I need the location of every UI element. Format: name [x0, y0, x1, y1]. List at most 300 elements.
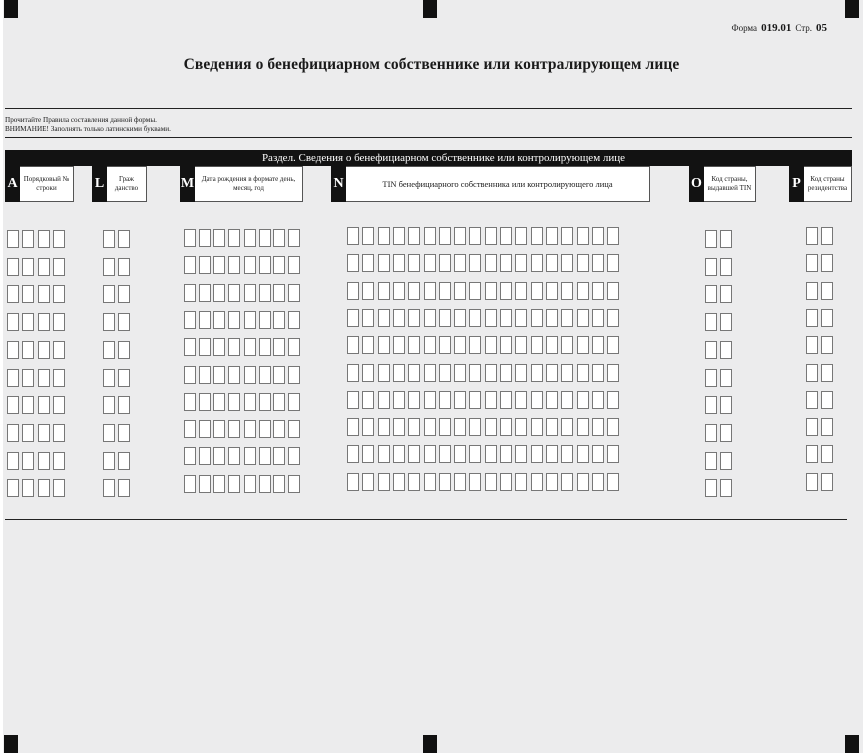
- input-cell-m[interactable]: [199, 447, 211, 465]
- input-cell-a[interactable]: [22, 479, 34, 497]
- input-cell-n[interactable]: [424, 473, 436, 491]
- input-cell-n[interactable]: [408, 391, 420, 409]
- input-cell-n[interactable]: [378, 445, 390, 463]
- input-cell-n[interactable]: [424, 364, 436, 382]
- input-cell-p[interactable]: [821, 364, 833, 382]
- input-cell-m[interactable]: [259, 256, 271, 274]
- input-cell-m[interactable]: [244, 229, 256, 247]
- input-cell-o[interactable]: [705, 341, 717, 359]
- input-cell-p[interactable]: [821, 473, 833, 491]
- input-cell-n[interactable]: [362, 227, 374, 245]
- input-cell-n[interactable]: [515, 364, 527, 382]
- input-cell-a[interactable]: [22, 369, 34, 387]
- input-cell-m[interactable]: [244, 393, 256, 411]
- input-cell-n[interactable]: [592, 445, 604, 463]
- input-cell-m[interactable]: [259, 366, 271, 384]
- input-cell-a[interactable]: [38, 230, 50, 248]
- input-cell-a[interactable]: [7, 396, 19, 414]
- input-cell-n[interactable]: [424, 336, 436, 354]
- input-cell-a[interactable]: [7, 230, 19, 248]
- input-cell-n[interactable]: [577, 364, 589, 382]
- input-cell-n[interactable]: [347, 391, 359, 409]
- input-cell-n[interactable]: [393, 282, 405, 300]
- input-cell-n[interactable]: [408, 282, 420, 300]
- input-cell-p[interactable]: [806, 364, 818, 382]
- input-cell-n[interactable]: [561, 445, 573, 463]
- input-cell-n[interactable]: [561, 391, 573, 409]
- input-cell-n[interactable]: [393, 336, 405, 354]
- input-cell-n[interactable]: [577, 336, 589, 354]
- input-cell-n[interactable]: [454, 309, 466, 327]
- input-cell-p[interactable]: [821, 336, 833, 354]
- input-cell-l[interactable]: [103, 230, 115, 248]
- input-cell-n[interactable]: [424, 309, 436, 327]
- input-cell-p[interactable]: [806, 336, 818, 354]
- input-cell-a[interactable]: [38, 341, 50, 359]
- input-cell-m[interactable]: [244, 366, 256, 384]
- input-cell-n[interactable]: [577, 418, 589, 436]
- input-cell-n[interactable]: [393, 418, 405, 436]
- input-cell-n[interactable]: [531, 364, 543, 382]
- input-cell-n[interactable]: [408, 227, 420, 245]
- input-cell-a[interactable]: [38, 369, 50, 387]
- input-cell-m[interactable]: [199, 256, 211, 274]
- input-cell-n[interactable]: [515, 418, 527, 436]
- input-cell-n[interactable]: [592, 336, 604, 354]
- input-cell-n[interactable]: [454, 227, 466, 245]
- input-cell-o[interactable]: [705, 230, 717, 248]
- input-cell-a[interactable]: [53, 479, 65, 497]
- input-cell-m[interactable]: [199, 420, 211, 438]
- input-cell-n[interactable]: [515, 391, 527, 409]
- input-cell-n[interactable]: [592, 473, 604, 491]
- input-cell-n[interactable]: [515, 336, 527, 354]
- input-cell-p[interactable]: [821, 309, 833, 327]
- input-cell-l[interactable]: [103, 396, 115, 414]
- input-cell-n[interactable]: [561, 364, 573, 382]
- input-cell-n[interactable]: [561, 309, 573, 327]
- input-cell-m[interactable]: [288, 393, 300, 411]
- input-cell-n[interactable]: [485, 364, 497, 382]
- input-cell-l[interactable]: [103, 313, 115, 331]
- input-cell-p[interactable]: [821, 282, 833, 300]
- input-cell-n[interactable]: [577, 473, 589, 491]
- input-cell-a[interactable]: [7, 313, 19, 331]
- input-cell-n[interactable]: [439, 227, 451, 245]
- input-cell-o[interactable]: [705, 258, 717, 276]
- input-cell-l[interactable]: [118, 313, 130, 331]
- input-cell-n[interactable]: [439, 445, 451, 463]
- input-cell-n[interactable]: [362, 473, 374, 491]
- input-cell-n[interactable]: [469, 418, 481, 436]
- input-cell-m[interactable]: [273, 475, 285, 493]
- input-cell-a[interactable]: [38, 424, 50, 442]
- input-cell-m[interactable]: [259, 420, 271, 438]
- input-cell-m[interactable]: [288, 284, 300, 302]
- input-cell-o[interactable]: [705, 313, 717, 331]
- input-cell-p[interactable]: [806, 227, 818, 245]
- input-cell-m[interactable]: [199, 393, 211, 411]
- input-cell-n[interactable]: [515, 445, 527, 463]
- input-cell-l[interactable]: [118, 424, 130, 442]
- input-cell-m[interactable]: [288, 338, 300, 356]
- input-cell-m[interactable]: [228, 420, 240, 438]
- input-cell-n[interactable]: [515, 309, 527, 327]
- input-cell-n[interactable]: [469, 336, 481, 354]
- input-cell-n[interactable]: [362, 418, 374, 436]
- input-cell-n[interactable]: [424, 418, 436, 436]
- input-cell-n[interactable]: [485, 445, 497, 463]
- input-cell-n[interactable]: [607, 418, 619, 436]
- input-cell-l[interactable]: [118, 258, 130, 276]
- input-cell-n[interactable]: [424, 391, 436, 409]
- input-cell-m[interactable]: [259, 229, 271, 247]
- input-cell-n[interactable]: [439, 391, 451, 409]
- input-cell-n[interactable]: [485, 227, 497, 245]
- input-cell-n[interactable]: [500, 282, 512, 300]
- input-cell-n[interactable]: [515, 473, 527, 491]
- input-cell-n[interactable]: [500, 227, 512, 245]
- input-cell-n[interactable]: [592, 309, 604, 327]
- input-cell-o[interactable]: [720, 479, 732, 497]
- input-cell-o[interactable]: [720, 258, 732, 276]
- input-cell-o[interactable]: [720, 424, 732, 442]
- input-cell-l[interactable]: [118, 479, 130, 497]
- input-cell-p[interactable]: [806, 254, 818, 272]
- input-cell-a[interactable]: [22, 313, 34, 331]
- input-cell-m[interactable]: [228, 447, 240, 465]
- input-cell-o[interactable]: [705, 479, 717, 497]
- input-cell-m[interactable]: [288, 366, 300, 384]
- input-cell-p[interactable]: [806, 445, 818, 463]
- input-cell-a[interactable]: [7, 479, 19, 497]
- input-cell-n[interactable]: [454, 336, 466, 354]
- input-cell-m[interactable]: [273, 256, 285, 274]
- input-cell-n[interactable]: [531, 309, 543, 327]
- input-cell-n[interactable]: [347, 254, 359, 272]
- input-cell-p[interactable]: [806, 418, 818, 436]
- input-cell-m[interactable]: [184, 420, 196, 438]
- input-cell-n[interactable]: [592, 418, 604, 436]
- input-cell-n[interactable]: [408, 336, 420, 354]
- input-cell-a[interactable]: [53, 230, 65, 248]
- input-cell-n[interactable]: [439, 282, 451, 300]
- input-cell-n[interactable]: [546, 364, 558, 382]
- input-cell-m[interactable]: [288, 256, 300, 274]
- input-cell-n[interactable]: [393, 309, 405, 327]
- input-cell-n[interactable]: [546, 473, 558, 491]
- input-cell-n[interactable]: [378, 309, 390, 327]
- input-cell-n[interactable]: [439, 336, 451, 354]
- input-cell-n[interactable]: [607, 282, 619, 300]
- input-cell-n[interactable]: [515, 254, 527, 272]
- input-cell-n[interactable]: [362, 254, 374, 272]
- input-cell-n[interactable]: [362, 364, 374, 382]
- input-cell-n[interactable]: [424, 445, 436, 463]
- input-cell-n[interactable]: [546, 309, 558, 327]
- input-cell-l[interactable]: [103, 285, 115, 303]
- input-cell-n[interactable]: [577, 445, 589, 463]
- input-cell-n[interactable]: [347, 418, 359, 436]
- input-cell-m[interactable]: [259, 447, 271, 465]
- input-cell-m[interactable]: [184, 256, 196, 274]
- input-cell-m[interactable]: [184, 338, 196, 356]
- input-cell-n[interactable]: [546, 418, 558, 436]
- input-cell-m[interactable]: [273, 284, 285, 302]
- input-cell-m[interactable]: [228, 256, 240, 274]
- input-cell-a[interactable]: [7, 285, 19, 303]
- input-cell-a[interactable]: [53, 369, 65, 387]
- input-cell-n[interactable]: [347, 364, 359, 382]
- input-cell-m[interactable]: [288, 311, 300, 329]
- input-cell-m[interactable]: [259, 311, 271, 329]
- input-cell-n[interactable]: [546, 336, 558, 354]
- input-cell-n[interactable]: [439, 418, 451, 436]
- input-cell-n[interactable]: [500, 473, 512, 491]
- input-cell-n[interactable]: [454, 391, 466, 409]
- input-cell-o[interactable]: [705, 452, 717, 470]
- input-cell-n[interactable]: [546, 391, 558, 409]
- input-cell-n[interactable]: [607, 336, 619, 354]
- input-cell-n[interactable]: [408, 254, 420, 272]
- input-cell-m[interactable]: [213, 475, 225, 493]
- input-cell-m[interactable]: [244, 475, 256, 493]
- input-cell-a[interactable]: [53, 313, 65, 331]
- input-cell-n[interactable]: [393, 254, 405, 272]
- input-cell-a[interactable]: [22, 452, 34, 470]
- input-cell-n[interactable]: [378, 254, 390, 272]
- input-cell-n[interactable]: [546, 227, 558, 245]
- input-cell-a[interactable]: [53, 396, 65, 414]
- input-cell-l[interactable]: [103, 424, 115, 442]
- input-cell-l[interactable]: [103, 258, 115, 276]
- input-cell-n[interactable]: [607, 309, 619, 327]
- input-cell-m[interactable]: [184, 366, 196, 384]
- input-cell-a[interactable]: [22, 424, 34, 442]
- input-cell-n[interactable]: [408, 364, 420, 382]
- input-cell-n[interactable]: [607, 364, 619, 382]
- input-cell-a[interactable]: [38, 396, 50, 414]
- input-cell-n[interactable]: [577, 282, 589, 300]
- input-cell-n[interactable]: [485, 309, 497, 327]
- input-cell-m[interactable]: [213, 229, 225, 247]
- input-cell-a[interactable]: [38, 313, 50, 331]
- input-cell-n[interactable]: [577, 391, 589, 409]
- input-cell-m[interactable]: [273, 338, 285, 356]
- input-cell-n[interactable]: [546, 254, 558, 272]
- input-cell-a[interactable]: [7, 341, 19, 359]
- input-cell-p[interactable]: [806, 391, 818, 409]
- input-cell-m[interactable]: [213, 420, 225, 438]
- input-cell-n[interactable]: [347, 309, 359, 327]
- input-cell-m[interactable]: [244, 256, 256, 274]
- input-cell-n[interactable]: [592, 282, 604, 300]
- input-cell-n[interactable]: [408, 445, 420, 463]
- input-cell-n[interactable]: [378, 227, 390, 245]
- input-cell-m[interactable]: [244, 311, 256, 329]
- input-cell-n[interactable]: [424, 254, 436, 272]
- input-cell-m[interactable]: [184, 311, 196, 329]
- input-cell-o[interactable]: [705, 369, 717, 387]
- input-cell-o[interactable]: [720, 452, 732, 470]
- input-cell-m[interactable]: [228, 475, 240, 493]
- input-cell-n[interactable]: [347, 282, 359, 300]
- input-cell-m[interactable]: [228, 284, 240, 302]
- input-cell-m[interactable]: [273, 393, 285, 411]
- input-cell-m[interactable]: [213, 256, 225, 274]
- input-cell-l[interactable]: [103, 479, 115, 497]
- input-cell-n[interactable]: [531, 473, 543, 491]
- input-cell-m[interactable]: [213, 366, 225, 384]
- input-cell-n[interactable]: [424, 227, 436, 245]
- input-cell-p[interactable]: [806, 473, 818, 491]
- input-cell-n[interactable]: [347, 445, 359, 463]
- input-cell-n[interactable]: [362, 336, 374, 354]
- input-cell-m[interactable]: [184, 229, 196, 247]
- input-cell-m[interactable]: [273, 420, 285, 438]
- input-cell-a[interactable]: [22, 396, 34, 414]
- input-cell-n[interactable]: [577, 254, 589, 272]
- input-cell-l[interactable]: [118, 369, 130, 387]
- input-cell-n[interactable]: [378, 418, 390, 436]
- input-cell-n[interactable]: [485, 391, 497, 409]
- input-cell-p[interactable]: [821, 391, 833, 409]
- input-cell-m[interactable]: [184, 447, 196, 465]
- input-cell-m[interactable]: [213, 311, 225, 329]
- input-cell-n[interactable]: [500, 364, 512, 382]
- input-cell-m[interactable]: [244, 420, 256, 438]
- input-cell-n[interactable]: [485, 418, 497, 436]
- input-cell-o[interactable]: [720, 341, 732, 359]
- input-cell-m[interactable]: [199, 366, 211, 384]
- input-cell-n[interactable]: [531, 282, 543, 300]
- input-cell-n[interactable]: [561, 254, 573, 272]
- input-cell-n[interactable]: [500, 391, 512, 409]
- input-cell-m[interactable]: [259, 475, 271, 493]
- input-cell-n[interactable]: [424, 282, 436, 300]
- input-cell-o[interactable]: [720, 396, 732, 414]
- input-cell-n[interactable]: [485, 336, 497, 354]
- input-cell-l[interactable]: [103, 341, 115, 359]
- input-cell-m[interactable]: [244, 338, 256, 356]
- input-cell-n[interactable]: [362, 445, 374, 463]
- input-cell-o[interactable]: [705, 285, 717, 303]
- input-cell-m[interactable]: [228, 229, 240, 247]
- input-cell-m[interactable]: [199, 475, 211, 493]
- input-cell-n[interactable]: [362, 282, 374, 300]
- input-cell-n[interactable]: [393, 473, 405, 491]
- input-cell-n[interactable]: [607, 445, 619, 463]
- input-cell-m[interactable]: [184, 284, 196, 302]
- input-cell-n[interactable]: [408, 309, 420, 327]
- input-cell-o[interactable]: [720, 285, 732, 303]
- input-cell-p[interactable]: [806, 309, 818, 327]
- input-cell-m[interactable]: [288, 420, 300, 438]
- input-cell-a[interactable]: [53, 285, 65, 303]
- input-cell-a[interactable]: [53, 452, 65, 470]
- input-cell-m[interactable]: [273, 447, 285, 465]
- input-cell-n[interactable]: [546, 282, 558, 300]
- input-cell-n[interactable]: [439, 254, 451, 272]
- input-cell-m[interactable]: [184, 393, 196, 411]
- input-cell-n[interactable]: [561, 282, 573, 300]
- input-cell-l[interactable]: [118, 452, 130, 470]
- input-cell-n[interactable]: [393, 227, 405, 245]
- input-cell-n[interactable]: [531, 254, 543, 272]
- input-cell-n[interactable]: [577, 227, 589, 245]
- input-cell-n[interactable]: [378, 391, 390, 409]
- input-cell-n[interactable]: [393, 445, 405, 463]
- input-cell-n[interactable]: [378, 473, 390, 491]
- input-cell-p[interactable]: [821, 418, 833, 436]
- input-cell-m[interactable]: [184, 475, 196, 493]
- input-cell-n[interactable]: [607, 391, 619, 409]
- input-cell-n[interactable]: [592, 364, 604, 382]
- input-cell-n[interactable]: [454, 364, 466, 382]
- input-cell-o[interactable]: [705, 424, 717, 442]
- input-cell-a[interactable]: [38, 452, 50, 470]
- input-cell-m[interactable]: [199, 284, 211, 302]
- input-cell-o[interactable]: [720, 313, 732, 331]
- input-cell-a[interactable]: [7, 369, 19, 387]
- input-cell-n[interactable]: [469, 364, 481, 382]
- input-cell-m[interactable]: [259, 338, 271, 356]
- input-cell-n[interactable]: [531, 227, 543, 245]
- input-cell-m[interactable]: [199, 338, 211, 356]
- input-cell-m[interactable]: [228, 366, 240, 384]
- input-cell-a[interactable]: [53, 258, 65, 276]
- input-cell-n[interactable]: [531, 391, 543, 409]
- input-cell-a[interactable]: [22, 258, 34, 276]
- input-cell-n[interactable]: [561, 418, 573, 436]
- input-cell-a[interactable]: [7, 452, 19, 470]
- input-cell-n[interactable]: [485, 473, 497, 491]
- input-cell-n[interactable]: [469, 309, 481, 327]
- input-cell-o[interactable]: [720, 230, 732, 248]
- input-cell-p[interactable]: [821, 445, 833, 463]
- input-cell-n[interactable]: [469, 282, 481, 300]
- input-cell-m[interactable]: [213, 284, 225, 302]
- input-cell-n[interactable]: [393, 364, 405, 382]
- input-cell-n[interactable]: [378, 336, 390, 354]
- input-cell-a[interactable]: [38, 479, 50, 497]
- input-cell-a[interactable]: [22, 341, 34, 359]
- input-cell-o[interactable]: [705, 396, 717, 414]
- input-cell-n[interactable]: [592, 254, 604, 272]
- input-cell-m[interactable]: [213, 338, 225, 356]
- input-cell-n[interactable]: [469, 254, 481, 272]
- input-cell-n[interactable]: [577, 309, 589, 327]
- input-cell-m[interactable]: [199, 311, 211, 329]
- input-cell-n[interactable]: [393, 391, 405, 409]
- input-cell-n[interactable]: [469, 227, 481, 245]
- input-cell-n[interactable]: [500, 445, 512, 463]
- input-cell-n[interactable]: [592, 391, 604, 409]
- input-cell-a[interactable]: [53, 424, 65, 442]
- input-cell-n[interactable]: [347, 227, 359, 245]
- input-cell-m[interactable]: [244, 284, 256, 302]
- input-cell-n[interactable]: [378, 364, 390, 382]
- input-cell-n[interactable]: [378, 282, 390, 300]
- input-cell-n[interactable]: [469, 391, 481, 409]
- input-cell-n[interactable]: [439, 473, 451, 491]
- input-cell-n[interactable]: [454, 418, 466, 436]
- input-cell-n[interactable]: [561, 336, 573, 354]
- input-cell-l[interactable]: [118, 285, 130, 303]
- input-cell-m[interactable]: [288, 229, 300, 247]
- input-cell-m[interactable]: [199, 229, 211, 247]
- input-cell-n[interactable]: [485, 282, 497, 300]
